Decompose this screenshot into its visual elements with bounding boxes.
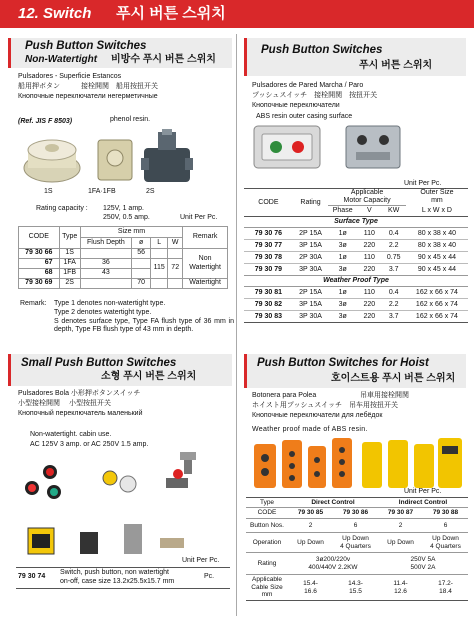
section-title: Push Button Switches xyxy=(25,40,147,52)
col-lwd: L x W x D xyxy=(406,206,468,217)
cell-v: 220 xyxy=(363,300,376,308)
remark-line-2: Watertight xyxy=(189,263,221,271)
caption-1s: 1S xyxy=(44,188,53,195)
cell-type: 1FA xyxy=(59,259,80,269)
col-code: CODE xyxy=(244,189,293,217)
cell-v: 220 xyxy=(363,265,376,273)
cell-rating: 2P 15A xyxy=(299,229,322,237)
surface-type-label: Surface Type xyxy=(244,217,468,228)
lang-spanish: Botonera para Polea xyxy=(252,392,317,399)
col-w: W xyxy=(168,238,183,249)
row-label-buttons: Button Nos. xyxy=(250,521,284,529)
weather-proof-type-label: Weather Proof Type xyxy=(244,276,468,287)
mm-line: mm xyxy=(431,197,443,205)
cell-buttons: 6 xyxy=(443,521,448,529)
cell-type: 2S xyxy=(59,279,80,289)
non-watertight-table xyxy=(18,226,228,289)
cell-kw: 2.2 xyxy=(388,241,399,249)
indirect-control-header: Indirect Control xyxy=(398,498,448,506)
caption-2s: 2S xyxy=(146,188,155,195)
rule-top xyxy=(16,567,230,568)
section-title: Small Push Button Switches xyxy=(21,357,177,369)
rule-bottom xyxy=(16,588,230,589)
cell-w xyxy=(168,249,183,259)
cell-rating: 2P 30A xyxy=(299,253,322,261)
reference-standard: (Ref. JIS F 8503) xyxy=(18,118,73,125)
section-header-small-push-button xyxy=(8,354,232,386)
cell-code: 79 30 83 xyxy=(254,312,283,320)
row-label-rating: Rating xyxy=(257,559,277,567)
col-remark: Remark xyxy=(183,227,228,249)
col-flush-depth: Flush Depth xyxy=(80,238,131,249)
lang-spanish: Pulsadores - Superficie Estancos xyxy=(18,73,122,80)
table-row xyxy=(244,240,468,252)
cell-phase: 3ø xyxy=(338,312,347,320)
hoist-table xyxy=(246,497,468,601)
cell-code: 79 30 81 xyxy=(254,288,283,296)
cell-code: 79 30 66 xyxy=(19,249,60,259)
cell-rating-direct: 3ø200/220v 400/440V 2.2KW xyxy=(308,556,358,571)
cell-buttons: 2 xyxy=(398,521,403,529)
cell-remark: Watertight xyxy=(183,279,228,289)
unit-label: Unit Per Pc. xyxy=(404,488,442,495)
table-row xyxy=(19,279,228,289)
unit-label: Unit Per Pc. xyxy=(182,557,220,564)
cell-dia: 70 xyxy=(132,279,151,289)
cell-code: 79 30 78 xyxy=(254,253,283,261)
outer-line: Outer Size xyxy=(420,189,454,197)
item-description-1: Switch, push button, non watertight xyxy=(60,569,169,576)
cell-l xyxy=(151,279,168,289)
cell-code: 67 xyxy=(19,259,60,269)
remark-2: Type 2 denotes watertight type. xyxy=(54,309,152,316)
lang-japanese: プッシュスイッチ 接栓開関 按扭开关 xyxy=(252,92,378,99)
cell-kw: 0.4 xyxy=(388,229,399,237)
hoist-switches-image xyxy=(246,436,468,494)
cell-size: 162 x 66 x 74 xyxy=(415,288,458,296)
col-size: Size mm xyxy=(80,227,182,238)
lang-korean: 吊車用接栓開関 xyxy=(360,392,409,399)
col-v: V xyxy=(357,206,381,217)
section-subtitle-korean: 비방수 푸시 버튼 스위치 xyxy=(111,54,216,65)
remark-3: S denotes surface type, Type FA flush type of 36 mm in depth, Type FB flush type of 43 mm in depth. xyxy=(54,318,234,334)
cell-kw: 2.2 xyxy=(388,300,399,308)
section-title-korean: 소형 푸시 버튼 스위치 xyxy=(101,371,197,382)
table-row xyxy=(244,228,468,240)
table-row xyxy=(246,519,468,533)
cell-w: 72 xyxy=(168,259,183,279)
cell-rating: 3P 30A xyxy=(299,312,322,320)
cell-buttons: 6 xyxy=(353,521,358,529)
lang-russian: Кнопочные переключатели для лебёдок xyxy=(252,412,383,419)
direct-control-header: Direct Control xyxy=(311,498,355,506)
cell-phase: 3ø xyxy=(338,265,347,273)
cell-size: 80 x 38 x 40 xyxy=(417,229,456,237)
cell-code: 79 30 82 xyxy=(254,300,283,308)
table-row xyxy=(246,553,468,575)
page-header xyxy=(0,0,474,28)
cell-code: 79 30 76 xyxy=(254,229,283,237)
cell-dia xyxy=(132,269,151,279)
col-kw: KW xyxy=(381,206,405,217)
remark-line-1: Non xyxy=(198,255,212,263)
small-switches-image xyxy=(20,448,220,568)
col-outer-size xyxy=(406,189,468,206)
cell-cable: 11.4- 12.6 xyxy=(393,580,408,595)
description-line-2: AC 125V 3 amp. or AC 250V 1.5 amp. xyxy=(30,441,149,448)
row-label-type: Type xyxy=(259,498,275,506)
cell-operation: Up Down xyxy=(387,538,414,546)
table-row xyxy=(244,311,468,323)
cell-cable: 15.4- 16.6 xyxy=(303,580,318,595)
cell-flush: 36 xyxy=(80,259,131,269)
description-line-1: Non-watertight. cabin use. xyxy=(30,431,112,438)
col-l: L xyxy=(151,238,168,249)
table-row xyxy=(246,508,468,519)
switch-1fa-image xyxy=(92,136,138,184)
cell-type: 1FB xyxy=(59,269,80,279)
header-title: 12. Switch xyxy=(18,5,92,22)
cell-rating: 3P 15A xyxy=(299,241,322,249)
cell-rating: 3P 15A xyxy=(299,300,322,308)
caption-1fa-1fb: 1FA·1FB xyxy=(88,188,116,195)
remark-1: Type 1 denotes non-watertight type. xyxy=(54,300,166,307)
cell-l xyxy=(151,249,168,259)
section-title-korean: 푸시 버튼 스위치 xyxy=(359,60,433,71)
section-subtitle: Non-Watertight xyxy=(25,54,98,65)
applicable-line: Applicable xyxy=(350,189,384,196)
lang-russian: Кнопочные переключатели xyxy=(252,102,340,109)
cell-phase: 1ø xyxy=(338,288,347,296)
item-description-2: on-off, case size 13.2x25.5x15.7 mm xyxy=(60,578,175,585)
cell-rating: 3P 30A xyxy=(299,265,322,273)
cell-v: 110 xyxy=(363,253,375,261)
section-title: Push Button Switches for Hoist xyxy=(257,357,429,369)
table-row xyxy=(246,533,468,553)
column-divider xyxy=(236,34,237,616)
cell-size: 80 x 38 x 40 xyxy=(417,241,456,249)
row-label-code: CODE xyxy=(257,509,277,517)
cell-l: 115 xyxy=(151,259,168,279)
cell-code: 79 30 86 xyxy=(342,509,369,517)
cell-v: 110 xyxy=(363,288,375,296)
cell-size: 162 x 66 x 74 xyxy=(415,312,458,320)
cell-operation: Up Down 4 Quarters xyxy=(430,535,461,550)
col-type: Type xyxy=(59,227,80,249)
material-note: ABS resin outer casing surface xyxy=(256,113,353,120)
header-title-korean: 푸시 버튼 스위치 xyxy=(116,5,226,22)
col-applicable xyxy=(328,189,406,206)
cell-rating: 2P 15A xyxy=(299,288,322,296)
col-rating: Rating xyxy=(293,189,328,217)
unit-label: Unit Per Pc. xyxy=(180,214,218,221)
lang-korean-chinese: 小型接栓開関 小型按扭开关 xyxy=(18,400,111,407)
cell-buttons: 2 xyxy=(308,521,313,529)
cell-flush xyxy=(80,249,131,259)
rating-value-1: 125V, 1 amp. xyxy=(103,205,144,212)
lang-spanish: Pulsadores de Pared Marcha / Paro xyxy=(252,82,364,89)
lang-russian: Кнопочный переключатель маленький xyxy=(18,410,143,417)
lang-spanish-japanese: Pulsadores Bola 小形押ボタンスイッチ xyxy=(18,390,141,397)
push-button-table xyxy=(244,188,468,323)
item-uom: Pc. xyxy=(204,573,215,580)
col-dia: ø xyxy=(132,238,151,249)
table-row xyxy=(244,252,468,264)
cell-cable: 14.3- 15.5 xyxy=(348,580,363,595)
lang-japanese: 船用押ボタン 接栓開関 船用按扭开关 xyxy=(18,83,158,90)
cell-cable: 17.2- 18.4 xyxy=(438,580,453,595)
cell-operation: Up Down 4 Quarters xyxy=(340,535,371,550)
cell-v: 220 xyxy=(363,241,376,249)
cell-size: 162 x 66 x 74 xyxy=(415,300,458,308)
cell-code: 68 xyxy=(19,269,60,279)
switch-2s-image xyxy=(140,128,194,188)
col-phase: Phase xyxy=(328,206,357,217)
cell-rating-indirect: 250V 5A 500V 2A xyxy=(410,556,436,571)
section-title: Push Button Switches xyxy=(261,44,383,56)
cell-code: 79 30 88 xyxy=(432,509,459,517)
cell-type: 1S xyxy=(59,249,80,259)
table-row xyxy=(244,264,468,276)
cell-code: 79 30 87 xyxy=(387,509,414,517)
cell-phase: 3ø xyxy=(338,241,347,249)
table-row xyxy=(246,575,468,601)
section-title-korean: 호이스트용 푸시 버튼 스위치 xyxy=(331,373,456,384)
cell-phase: 3ø xyxy=(338,300,347,308)
weatherproof-switch-image xyxy=(340,122,406,172)
cell-kw: 3.7 xyxy=(388,312,399,320)
row-label-cable: Applicable Cable Size mm xyxy=(251,576,283,599)
cell-size: 90 x 45 x 44 xyxy=(417,253,456,261)
surface-switch-image xyxy=(252,124,322,170)
cell-code: 79 30 85 xyxy=(297,509,324,517)
cell-code: 79 30 77 xyxy=(254,241,283,249)
cell-v: 220 xyxy=(363,312,376,320)
cell-size: 90 x 45 x 44 xyxy=(417,265,456,273)
cell-code: 79 30 79 xyxy=(254,265,283,273)
cell-code: 79 30 69 xyxy=(19,279,60,289)
section-header-non-watertight xyxy=(8,38,232,68)
cell-kw: 0.4 xyxy=(388,288,399,296)
cell-w xyxy=(168,279,183,289)
cell-kw: 0.75 xyxy=(386,253,401,261)
cell-remark xyxy=(183,249,228,279)
unit-label: Unit Per Pc. xyxy=(404,180,442,187)
lang-japanese: ホイスト用プッシュスイッチ 吊车用按扭开关 xyxy=(252,402,399,409)
section-header-hoist xyxy=(244,354,466,388)
material-note: phenol resin. xyxy=(110,116,151,123)
cell-dia: 56 xyxy=(132,249,151,259)
lang-russian: Кнопочные переключатели негерметичные xyxy=(18,93,158,100)
rating-label: Rating capacity : xyxy=(36,205,88,212)
item-code: 79 30 74 xyxy=(18,573,46,580)
row-label-operation: Operation xyxy=(252,538,282,546)
material-note: Weather proof made of ABS resin. xyxy=(252,426,368,433)
table-row xyxy=(244,299,468,311)
cell-flush xyxy=(80,279,131,289)
cell-phase: 1ø xyxy=(338,229,347,237)
rating-value-2: 250V, 0.5 amp. xyxy=(103,214,150,221)
cell-flush: 43 xyxy=(80,269,131,279)
table-row xyxy=(19,249,228,259)
cell-dia xyxy=(132,259,151,269)
switch-1s-image xyxy=(22,132,82,184)
remark-label: Remark: xyxy=(20,300,47,307)
cell-operation: Up Down xyxy=(297,538,324,546)
table-row xyxy=(244,287,468,299)
motor-line: Motor Capacity xyxy=(343,197,391,205)
cell-v: 110 xyxy=(363,229,375,237)
col-code: CODE xyxy=(19,227,60,249)
cell-kw: 3.7 xyxy=(388,265,399,273)
section-header-push-button xyxy=(244,38,466,76)
cell-phase: 1ø xyxy=(338,253,347,261)
